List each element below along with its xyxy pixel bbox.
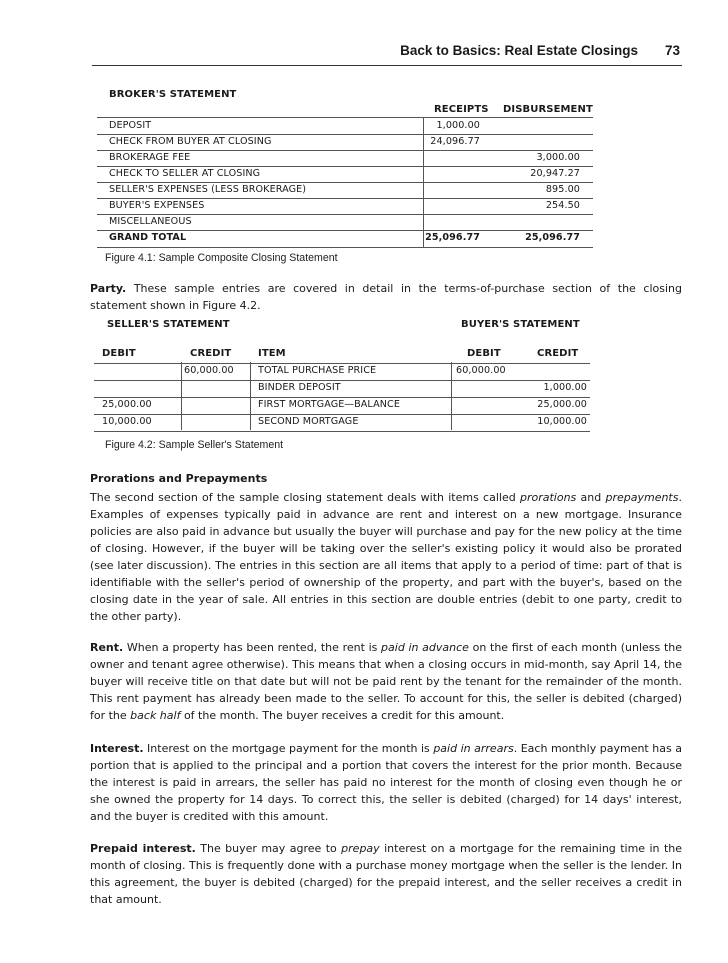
running-title: Back to Basics: Real Estate Closings xyxy=(400,43,638,58)
row-label: DEPOSIT xyxy=(109,120,152,131)
table-rule xyxy=(97,247,593,248)
buyer-credit-cell: 1,000.00 xyxy=(543,382,587,393)
grand-total-row xyxy=(97,230,593,246)
paragraph-text: . Each monthly payment has a portion that is applied to the principal and a portion that covers the interest for the prior month. Because the interest is paid in arrears, the seller has paid no interest for the month of closing even though he or she owned the property for 14 days. To correct this, the seller is debited (charged) for 14 days' interest, and the buyer is credited with this amount. xyxy=(90,742,682,823)
paragraph-lead: Party. xyxy=(90,282,127,295)
seller-debit-cell: 10,000.00 xyxy=(102,416,152,427)
row-label: SELLER'S EXPENSES (LESS BROKERAGE) xyxy=(109,184,307,195)
table-row xyxy=(97,166,593,182)
emphasis: prorations xyxy=(519,491,577,504)
emphasis: prepay xyxy=(341,842,380,855)
item-header: ITEM xyxy=(258,348,286,359)
buyer-statement-title: BUYER'S STATEMENT xyxy=(461,319,580,330)
paragraph-lead: Rent. xyxy=(90,641,124,654)
buyer-debit-cell: 60,000.00 xyxy=(456,365,506,376)
seller-credit-cell: 60,000.00 xyxy=(184,365,234,376)
row-label: MISCELLANEOUS xyxy=(109,216,192,227)
paragraph-text: Interest on the mortgage payment for the month is xyxy=(143,742,434,755)
item-cell: FIRST MORTGAGE—BALANCE xyxy=(258,399,400,410)
buyer-credit-cell: 10,000.00 xyxy=(537,416,587,427)
disbursement-cell: 254.50 xyxy=(545,200,580,211)
receipts-cell: 1,000.00 xyxy=(436,120,480,131)
prorations-paragraph xyxy=(90,489,682,625)
row-label: GRAND TOTAL xyxy=(109,232,187,243)
table-row xyxy=(97,150,593,166)
figure-caption: Figure 4.2: Sample Seller's Statement xyxy=(105,439,284,451)
page-header xyxy=(92,42,682,66)
emphasis: back half xyxy=(130,709,181,722)
receipts-total: 25,096.77 xyxy=(425,232,480,243)
broker-statement-title: BROKER'S STATEMENT xyxy=(109,89,237,100)
seller-debit-cell: 25,000.00 xyxy=(102,399,152,410)
disbursement-header: DISBURSEMENT xyxy=(503,104,593,115)
prepaid-interest-paragraph xyxy=(90,840,682,908)
table-rule xyxy=(94,431,590,432)
buyer-credit-cell: 25,000.00 xyxy=(537,399,587,410)
interest-paragraph xyxy=(90,740,682,825)
party-paragraph xyxy=(90,280,682,314)
table-row xyxy=(97,134,593,150)
receipts-header: RECEIPTS xyxy=(434,104,489,115)
table-row xyxy=(97,198,593,214)
row-label: BROKERAGE FEE xyxy=(109,152,191,163)
paragraph-lead: Interest. xyxy=(90,742,144,755)
paragraph-text: . Examples of expenses typically paid in advance are rent and interest on a new mortgage. Insurance policies are also paid in advance but usually the buyer will purchase and pay for the new policy at the time of closing. However, if the buyer will be taking over the seller's existing policy it would also be prorated (see later discussion). The entries in this section are all items that apply to a period of time: part of that is identifiable with the seller's period of ownership of the property, and part with the buyer's, based on the closing date in the year of sale. All entries in this section are double entries (debit to one party, credit to the other party). xyxy=(90,491,682,623)
section-heading: Prorations and Prepayments xyxy=(90,472,268,485)
emphasis: paid in arrears xyxy=(433,742,514,755)
emphasis: prepayments xyxy=(605,491,679,504)
disbursement-cell: 20,947.27 xyxy=(530,168,580,179)
item-cell: BINDER DEPOSIT xyxy=(258,382,341,393)
disbursement-cell: 3,000.00 xyxy=(536,152,580,163)
page-number: 73 xyxy=(664,43,680,58)
row-label: BUYER'S EXPENSES xyxy=(109,200,205,211)
table-row xyxy=(94,414,590,431)
seller-credit-header: CREDIT xyxy=(190,348,232,359)
disbursement-cell: 895.00 xyxy=(545,184,580,195)
paragraph-text: of the month. The buyer receives a credit for this amount. xyxy=(180,709,505,722)
table-row xyxy=(94,397,590,414)
buyer-credit-header: CREDIT xyxy=(537,348,579,359)
item-cell: SECOND MORTGAGE xyxy=(258,416,359,427)
seller-statement-title: SELLER'S STATEMENT xyxy=(107,319,230,330)
emphasis: paid in advance xyxy=(381,641,469,654)
table-row xyxy=(97,214,593,230)
buyer-debit-header: DEBIT xyxy=(467,348,501,359)
disbursement-total: 25,096.77 xyxy=(525,232,580,243)
item-cell: TOTAL PURCHASE PRICE xyxy=(258,365,377,376)
row-label: CHECK TO SELLER AT CLOSING xyxy=(109,168,261,179)
table-row xyxy=(94,363,590,380)
seller-debit-header: DEBIT xyxy=(102,348,136,359)
paragraph-text: When a property has been rented, the rent is xyxy=(123,641,382,654)
table-row xyxy=(94,380,590,397)
paragraph-text: The buyer may agree to xyxy=(195,842,342,855)
paragraph-text: and xyxy=(576,491,606,504)
paragraph-text: interest on a mortgage for the remaining time in the month of closing. This is frequently done with a purchase money mortgage when the seller is the lender. In this agreement, the buyer is debited (charged) for the prepaid interest, and the seller receives a credit in that amount. xyxy=(90,842,682,906)
paragraph-text: These sample entries are covered in detail in the terms-of-purchase section of the closing statement shown in Figure 4.2. xyxy=(90,282,682,312)
receipts-cell: 24,096.77 xyxy=(430,136,480,147)
table-row xyxy=(97,118,593,134)
paragraph-lead: Prepaid interest. xyxy=(90,842,196,855)
row-label: CHECK FROM BUYER AT CLOSING xyxy=(109,136,272,147)
table-row xyxy=(97,182,593,198)
rent-paragraph xyxy=(90,639,682,724)
paragraph-text: The second section of the sample closing statement deals with items called xyxy=(90,491,520,504)
paragraph-text: on the first of each month (unless the owner and tenant agree otherwise). This means that when a closing occurs in mid-month, say April 14, the buyer will receive title on that date but will not be paid rent by the tenant for the remainder of the month. This rent payment has already been made to the seller. To account for this, the seller is debited (charged) for the xyxy=(90,641,682,722)
figure-caption: Figure 4.1: Sample Composite Closing Statement xyxy=(105,252,338,264)
